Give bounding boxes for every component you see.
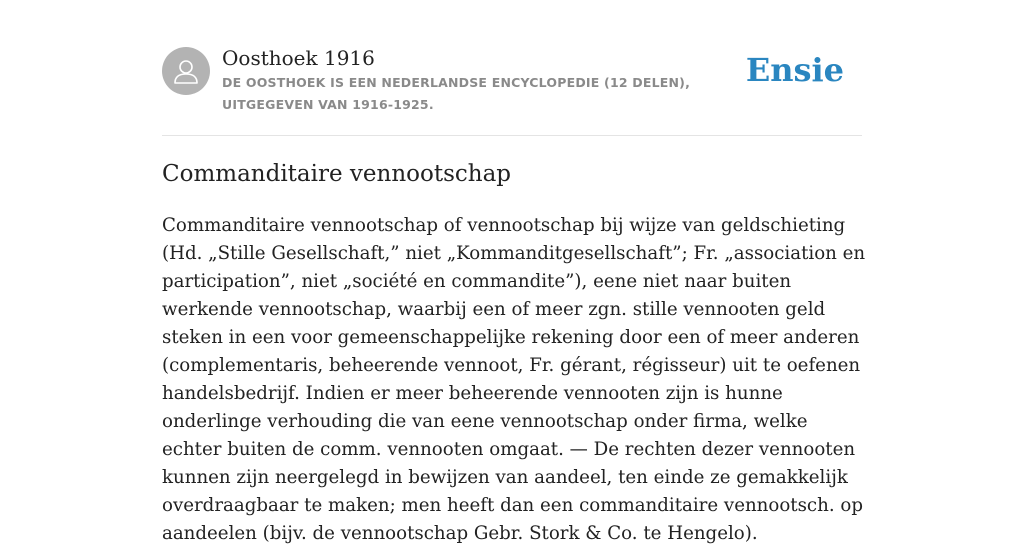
source-title[interactable]: Oosthoek 1916 (222, 46, 375, 70)
avatar[interactable] (162, 47, 210, 95)
article-body: Commanditaire vennootschap of vennootschap bij wijze van geldschieting (Hd. „Stille Gesellschaft,” niet „Kommanditgesellschaft”; Fr. „association en participation”, niet „société en commandite”), eene niet naar buiten werkende vennootschap, waarbij een of meer zgn. stille vennooten geld steken in een voor gemeenschappelijke rekening door een of meer anderen (complementaris, beheerende vennoot, Fr. gérant, régisseur) uit te oefenen handelsbedrijf. Indien er meer beheerende vennooten zijn is hunne onderlinge verhouding die van eene vennootschap onder firma, welke echter buiten de comm. vennooten omgaat. — De rechten dezer vennooten kunnen zijn neergelegd in bewijzen van aandeel, ten einde ze gemakkelijk overdraagbaar te maken; men heeft dan een commanditaire vennootsch. op aandeelen (bijv. de vennootschap Gebr. Stork & Co. te Hengelo). (162, 215, 866, 544)
article-title: Commanditaire vennootschap (162, 161, 511, 187)
user-silhouette-icon (171, 56, 201, 86)
ensie-logo-link[interactable]: Ensie (745, 51, 844, 89)
source-header (162, 46, 862, 136)
header-divider (162, 135, 862, 136)
source-description: DE OOSTHOEK IS EEN NEDERLANDSE ENCYCLOPEDIE (12 DELEN), UITGEGEVEN VAN 1916-1925. (222, 75, 691, 112)
